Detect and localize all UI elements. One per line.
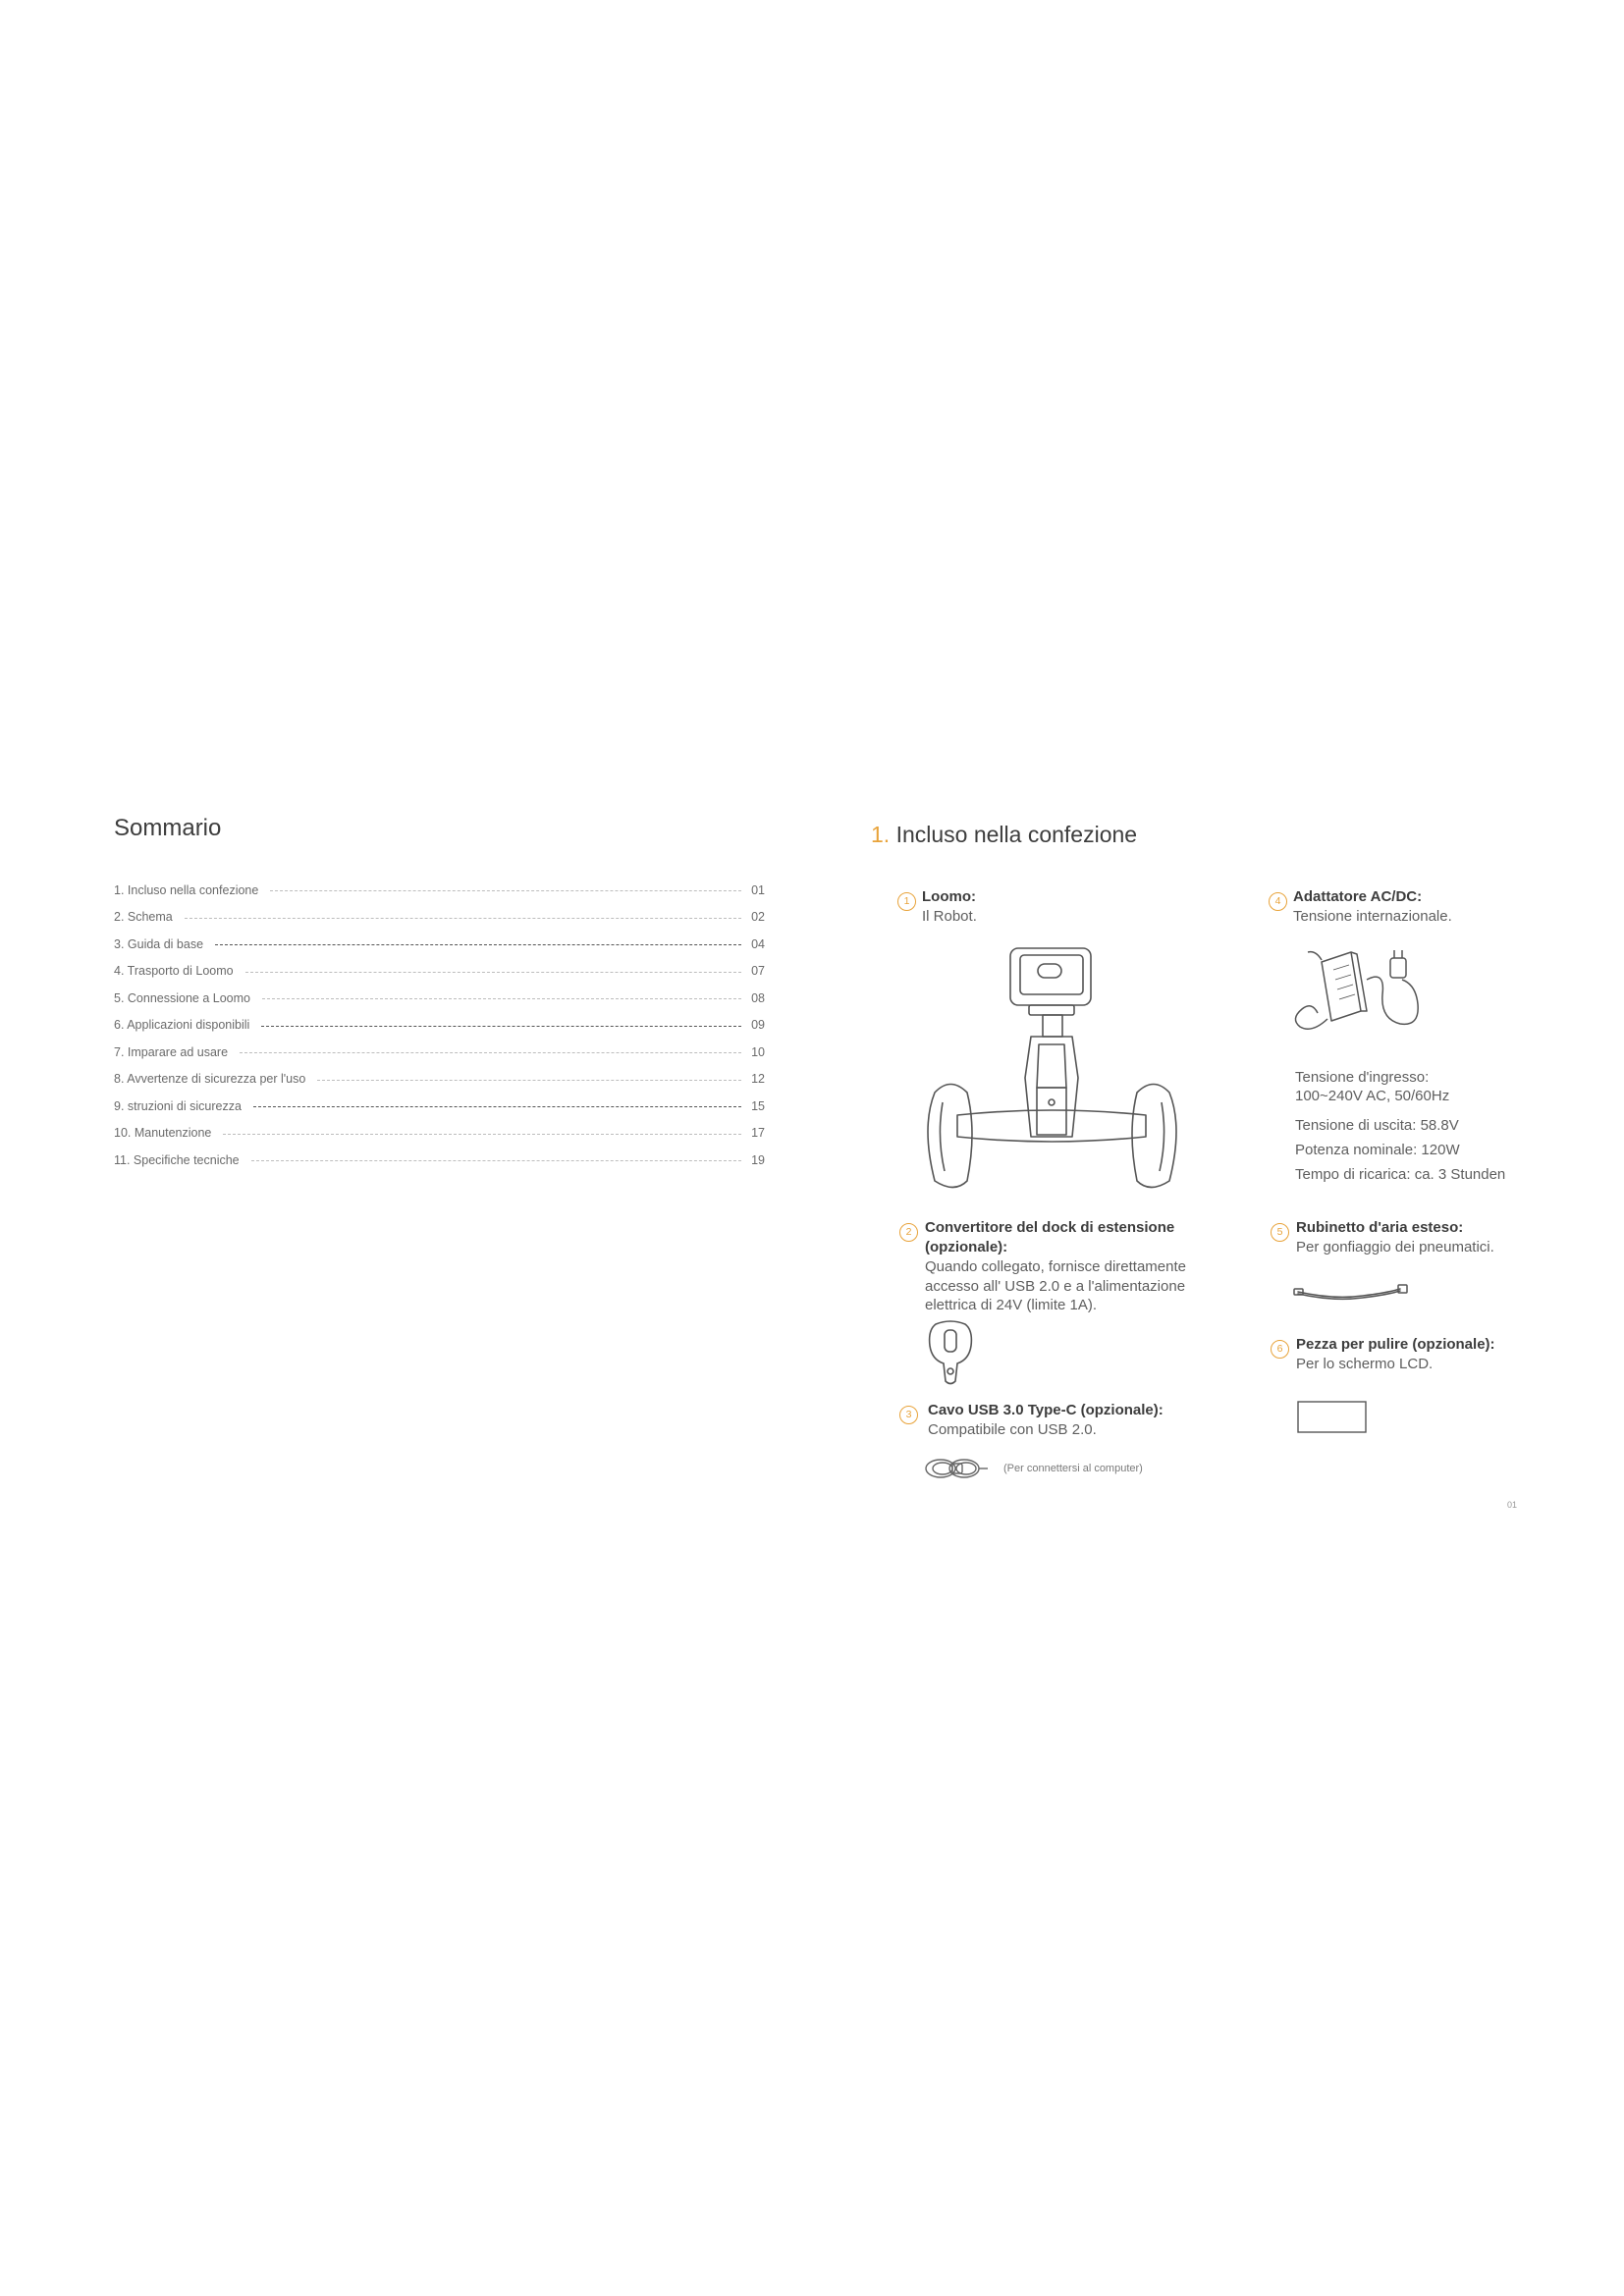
item-title-loomo: Loomo: xyxy=(922,888,976,905)
toc-leader xyxy=(270,890,741,891)
toc-entry-label: 10. Manutenzione xyxy=(114,1126,212,1141)
toc-entry-label: 7. Imparare ad usare xyxy=(114,1044,229,1059)
toc-entry[interactable] xyxy=(114,904,765,932)
toc-entry[interactable] xyxy=(114,1147,765,1174)
item-number-badge: 5 xyxy=(1271,1223,1289,1242)
toc-entry-page: 10 xyxy=(751,1044,765,1059)
toc-leader xyxy=(317,1080,741,1081)
page-number: 01 xyxy=(1507,1500,1518,1510)
cleaning-cloth-illustration xyxy=(1297,1401,1368,1434)
spec-output-voltage: Tensione di uscita: 58.8V xyxy=(1295,1117,1459,1134)
toc-entry[interactable] xyxy=(114,1120,765,1148)
toc-leader xyxy=(240,1052,741,1053)
toc-entry[interactable] xyxy=(114,985,765,1012)
ac-adapter-illustration xyxy=(1292,940,1435,1039)
toc-entry-label: 3. Guida di base xyxy=(114,936,204,951)
item-text-loomo: Il Robot. xyxy=(922,908,977,925)
section-number: 1. xyxy=(871,822,891,847)
toc-entry-page: 07 xyxy=(751,964,765,979)
toc-leader xyxy=(253,1106,741,1107)
toc-entry-page: 02 xyxy=(751,910,765,925)
spec-charge-time: Tempo di ricarica: ca. 3 Stunden xyxy=(1295,1166,1506,1183)
item-text-cloth: Per lo schermo LCD. xyxy=(1296,1356,1434,1372)
item-number-badge: 2 xyxy=(899,1223,918,1242)
item-title-adapter: Adattatore AC/DC: xyxy=(1293,888,1423,905)
usb-cable-illustration xyxy=(923,1456,992,1481)
toc-entry-label: 5. Connessione a Loomo xyxy=(114,990,250,1005)
toc-entry[interactable] xyxy=(114,931,765,958)
item-text-dock: Quando collegato, fornisce direttamente accesso all' USB 2.0 e a l'alimentazione elettrica di 24V (limite 1A). xyxy=(925,1258,1186,1313)
spec-rated-power: Potenza nominale: 120W xyxy=(1295,1142,1460,1158)
section-title-text: Incluso nella confezione xyxy=(895,822,1138,847)
toc-entry-label: 1. Incluso nella confezione xyxy=(114,882,259,897)
toc-leader xyxy=(215,944,741,945)
toc-entry-page: 17 xyxy=(751,1126,765,1141)
toc-leader xyxy=(223,1134,741,1135)
dock-converter-illustration xyxy=(926,1320,975,1387)
toc-entry-label: 9. struzioni di sicurezza xyxy=(114,1098,242,1113)
item-number-badge: 6 xyxy=(1271,1340,1289,1359)
toc-entry-label: 8. Avvertenze di sicurezza per l'uso xyxy=(114,1072,306,1087)
toc-entry-page: 19 xyxy=(751,1152,765,1167)
toc-entry-page: 09 xyxy=(751,1018,765,1033)
item-title-valve: Rubinetto d'aria esteso: xyxy=(1296,1219,1464,1236)
air-valve-illustration xyxy=(1294,1282,1410,1306)
spec-input-voltage: Tensione d'ingresso: xyxy=(1295,1069,1430,1086)
item-title-dock-optional: (opzionale): xyxy=(925,1239,1008,1255)
toc-entry[interactable] xyxy=(114,1039,765,1066)
toc-entry-page: 15 xyxy=(751,1098,765,1113)
toc-leader xyxy=(185,918,741,919)
toc-entry[interactable] xyxy=(114,1012,765,1040)
toc-entry[interactable] xyxy=(114,958,765,986)
toc-leader xyxy=(245,972,741,973)
toc-entry-label: 2. Schema xyxy=(114,910,173,925)
toc-entry-label: 4. Trasporto di Loomo xyxy=(114,964,234,979)
toc-entry[interactable] xyxy=(114,1093,765,1120)
item-number-badge: 1 xyxy=(897,892,916,911)
item-title-cloth: Pezza per pulire (opzionale): xyxy=(1296,1336,1495,1353)
loomo-robot-illustration xyxy=(923,940,1188,1201)
usb-note: (Per connettersi al computer) xyxy=(1003,1463,1143,1474)
item-title-dock: Convertitore del dock di estensione xyxy=(925,1219,1175,1236)
toc-entry-label: 6. Applicazioni disponibili xyxy=(114,1018,250,1033)
toc-list xyxy=(114,877,765,1174)
toc-entry[interactable] xyxy=(114,1066,765,1094)
toc-leader xyxy=(262,998,741,999)
toc-leader xyxy=(251,1160,741,1161)
item-number-badge: 4 xyxy=(1269,892,1287,911)
toc-entry[interactable] xyxy=(114,877,765,904)
item-text-adapter: Tensione internazionale. xyxy=(1293,908,1452,925)
toc-leader xyxy=(261,1026,741,1027)
toc-entry-page: 12 xyxy=(751,1072,765,1087)
toc-title: Sommario xyxy=(114,815,222,841)
toc-entry-page: 04 xyxy=(751,936,765,951)
item-text-usb: Compatibile con USB 2.0. xyxy=(928,1421,1097,1438)
spec-input-voltage-value: 100~240V AC, 50/60Hz xyxy=(1295,1088,1450,1104)
item-text-valve: Per gonfiaggio dei pneumatici. xyxy=(1296,1239,1494,1255)
item-title-usb: Cavo USB 3.0 Type-C (opzionale): xyxy=(928,1402,1164,1418)
item-number-badge: 3 xyxy=(899,1406,918,1424)
toc-entry-label: 11. Specifiche tecniche xyxy=(114,1152,240,1167)
section-title xyxy=(871,822,1137,848)
toc-entry-page: 08 xyxy=(751,990,765,1005)
toc-entry-page: 01 xyxy=(751,882,765,897)
